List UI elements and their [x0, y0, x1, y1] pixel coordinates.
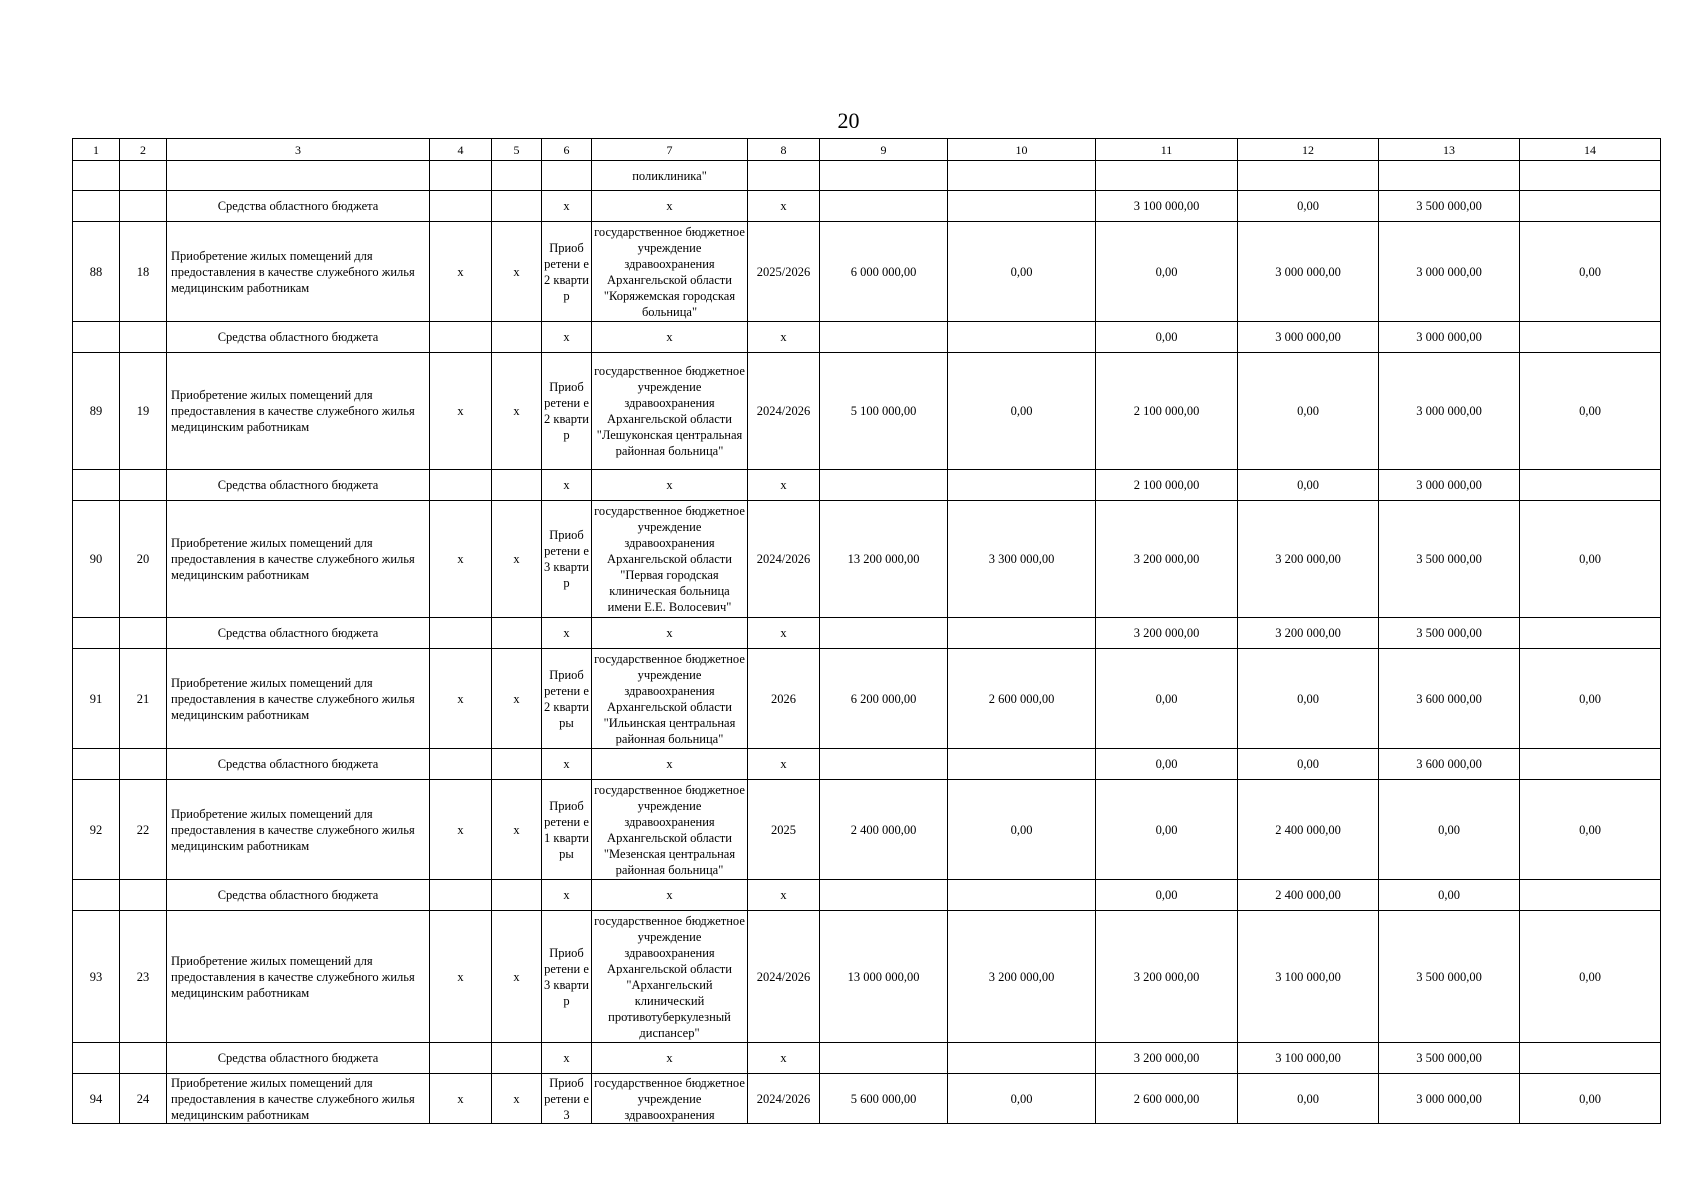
table-cell: 2 400 000,00: [820, 780, 948, 880]
table-cell: государственное бюджетное учреждение здравоохранения Архангельской области "Лешуконская центральная районная больница": [592, 353, 748, 470]
table-cell: 0,00: [1238, 749, 1379, 780]
table-cell: 0,00: [1238, 649, 1379, 749]
table-cell: [948, 618, 1096, 649]
table-cell: x: [748, 749, 820, 780]
table-cell: 3 000 000,00: [1238, 222, 1379, 322]
table-cell: [492, 161, 542, 191]
table-cell: x: [542, 618, 592, 649]
table-cell: x: [542, 880, 592, 911]
table-row: [73, 780, 1661, 880]
table-cell: [820, 161, 948, 191]
column-header-1: 1: [73, 139, 120, 161]
table-cell: Приоб ретени е 3: [542, 1074, 592, 1124]
table-cell: [430, 1043, 492, 1074]
table-cell: x: [748, 322, 820, 353]
column-header-14: 14: [1520, 139, 1661, 161]
table-cell: x: [492, 222, 542, 322]
table-cell: x: [430, 780, 492, 880]
table-cell: [73, 470, 120, 501]
table-cell: 2 600 000,00: [948, 649, 1096, 749]
table-cell: [820, 470, 948, 501]
table-cell: 3 200 000,00: [948, 911, 1096, 1043]
table-cell: [1520, 470, 1661, 501]
table-row: [73, 1074, 1661, 1124]
table-cell: x: [542, 322, 592, 353]
table-cell: x: [430, 501, 492, 618]
table-cell: 18: [120, 222, 167, 322]
table-cell: 0,00: [948, 353, 1096, 470]
table-cell: Средства областного бюджета: [167, 322, 430, 353]
table-cell: x: [748, 470, 820, 501]
table-cell: 90: [73, 501, 120, 618]
table-cell: Средства областного бюджета: [167, 880, 430, 911]
table-cell: 3 200 000,00: [1096, 1043, 1238, 1074]
table-cell: 3 200 000,00: [1096, 618, 1238, 649]
column-header-13: 13: [1379, 139, 1520, 161]
table-cell: 2 100 000,00: [1096, 470, 1238, 501]
table-cell: x: [430, 911, 492, 1043]
table-cell: x: [748, 1043, 820, 1074]
table-cell: Приоб ретени е 3 кварти р: [542, 501, 592, 618]
budget-source-row: [73, 191, 1661, 222]
column-header-9: 9: [820, 139, 948, 161]
table-cell: 91: [73, 649, 120, 749]
table-cell: x: [592, 191, 748, 222]
table-cell: [492, 618, 542, 649]
table-cell: x: [430, 222, 492, 322]
table-cell: [492, 470, 542, 501]
table-cell: 0,00: [948, 780, 1096, 880]
table-cell: 0,00: [1379, 880, 1520, 911]
column-header-5: 5: [492, 139, 542, 161]
table-cell: Приоб ретени е 2 кварти р: [542, 222, 592, 322]
table-cell: 2 400 000,00: [1238, 780, 1379, 880]
table-cell: 5 600 000,00: [820, 1074, 948, 1124]
table-cell: 0,00: [1096, 222, 1238, 322]
table-cell: x: [592, 880, 748, 911]
table-cell: [1520, 880, 1661, 911]
table-cell: [73, 322, 120, 353]
table-cell: 0,00: [948, 222, 1096, 322]
table-cell: Приоб ретени е 3 кварти р: [542, 911, 592, 1043]
table-row: [73, 501, 1661, 618]
table-cell: 6 000 000,00: [820, 222, 948, 322]
table-cell: 2026: [748, 649, 820, 749]
table-cell: [120, 618, 167, 649]
table-cell: x: [592, 322, 748, 353]
table-cell: [73, 618, 120, 649]
table-cell: [430, 470, 492, 501]
table-cell: Приобретение жилых помещений для предоставления в качестве служебного жилья медицинским работникам: [167, 353, 430, 470]
table-cell: 0,00: [1520, 1074, 1661, 1124]
table-cell: [120, 470, 167, 501]
table-cell: 0,00: [1096, 880, 1238, 911]
table-cell: 94: [73, 1074, 120, 1124]
budget-source-row: [73, 322, 1661, 353]
table-cell: [1520, 191, 1661, 222]
table-cell: [820, 322, 948, 353]
budget-source-row: [73, 880, 1661, 911]
table-cell: [748, 161, 820, 191]
table-cell: Приоб ретени е 2 кварти р: [542, 353, 592, 470]
table-cell: [948, 322, 1096, 353]
table-cell: 89: [73, 353, 120, 470]
table-cell: [1520, 161, 1661, 191]
table-cell: 22: [120, 780, 167, 880]
table-cell: [73, 1043, 120, 1074]
table-cell: 13 200 000,00: [820, 501, 948, 618]
table-cell: [1520, 322, 1661, 353]
table-cell: [948, 880, 1096, 911]
table-row: [73, 222, 1661, 322]
table-cell: 0,00: [1520, 649, 1661, 749]
table-cell: 0,00: [1238, 1074, 1379, 1124]
table-cell: x: [542, 749, 592, 780]
table-cell: [120, 161, 167, 191]
table-cell: x: [492, 1074, 542, 1124]
table-cell: [820, 880, 948, 911]
table-cell: x: [492, 501, 542, 618]
table-cell: 0,00: [1096, 649, 1238, 749]
table-cell: Приобретение жилых помещений для предоставления в качестве служебного жилья медицинским работникам: [167, 501, 430, 618]
table-cell: 3 500 000,00: [1379, 618, 1520, 649]
table-cell: 3 100 000,00: [1238, 1043, 1379, 1074]
table-cell: [73, 191, 120, 222]
table-cell: [1379, 161, 1520, 191]
table-cell: 93: [73, 911, 120, 1043]
table-cell: Приобретение жилых помещений для предоставления в качестве служебного жилья медицинским работникам: [167, 649, 430, 749]
table-cell: 3 500 000,00: [1379, 911, 1520, 1043]
table-cell: [492, 191, 542, 222]
table-row: [73, 911, 1661, 1043]
table-cell: 3 200 000,00: [1096, 911, 1238, 1043]
table-cell: Приоб ретени е 2 кварти ры: [542, 649, 592, 749]
table-cell: 88: [73, 222, 120, 322]
table-cell: [492, 749, 542, 780]
table-cell: [948, 191, 1096, 222]
table-cell: 3 500 000,00: [1379, 191, 1520, 222]
table-cell: государственное бюджетное учреждение здравоохранения Архангельской области "Архангельский клинический противотуберкулезный диспансер": [592, 911, 748, 1043]
table-cell: x: [542, 1043, 592, 1074]
table-cell: [948, 749, 1096, 780]
table-cell: [167, 161, 430, 191]
table-cell: 0,00: [1520, 501, 1661, 618]
table-cell: 13 000 000,00: [820, 911, 948, 1043]
table-cell: x: [430, 649, 492, 749]
table-cell: 3 300 000,00: [948, 501, 1096, 618]
table-cell: 3 000 000,00: [1379, 353, 1520, 470]
table-cell: [1096, 161, 1238, 191]
table-cell: 5 100 000,00: [820, 353, 948, 470]
table-cell: [120, 191, 167, 222]
table-cell: 2024/2026: [748, 1074, 820, 1124]
table-cell: 0,00: [948, 1074, 1096, 1124]
table-cell: Приобретение жилых помещений для предоставления в качестве служебного жилья медицинским работникам: [167, 222, 430, 322]
table-cell: Средства областного бюджета: [167, 191, 430, 222]
column-header-12: 12: [1238, 139, 1379, 161]
column-header-8: 8: [748, 139, 820, 161]
table-cell: 3 000 000,00: [1238, 322, 1379, 353]
table-cell: 2024/2026: [748, 353, 820, 470]
table-cell: 3 200 000,00: [1238, 501, 1379, 618]
table-cell: поликлиника": [592, 161, 748, 191]
table-cell: 21: [120, 649, 167, 749]
table-cell: государственное бюджетное учреждение здравоохранения: [592, 1074, 748, 1124]
table-cell: [948, 1043, 1096, 1074]
table-cell: [492, 1043, 542, 1074]
table-cell: 19: [120, 353, 167, 470]
table-cell: 3 500 000,00: [1379, 501, 1520, 618]
table-cell: x: [592, 470, 748, 501]
table-cell: 0,00: [1520, 222, 1661, 322]
table-cell: x: [492, 780, 542, 880]
table-cell: 0,00: [1520, 780, 1661, 880]
table-row: [73, 353, 1661, 470]
table-cell: [948, 161, 1096, 191]
table-cell: Средства областного бюджета: [167, 749, 430, 780]
table-cell: 0,00: [1238, 353, 1379, 470]
table-cell: 2024/2026: [748, 911, 820, 1043]
table-cell: 3 600 000,00: [1379, 649, 1520, 749]
table-cell: Приобретение жилых помещений для предоставления в качестве служебного жилья медицинским работникам: [167, 780, 430, 880]
table-cell: 3 000 000,00: [1379, 470, 1520, 501]
table-cell: x: [592, 749, 748, 780]
table-cell: x: [430, 1074, 492, 1124]
table-cell: 2025/2026: [748, 222, 820, 322]
table-cell: [73, 749, 120, 780]
table-cell: государственное бюджетное учреждение здравоохранения Архангельской области "Мезенская центральная районная больница": [592, 780, 748, 880]
table-cell: [120, 880, 167, 911]
table-cell: Средства областного бюджета: [167, 1043, 430, 1074]
table-cell: Приобретение жилых помещений для предоставления в качестве служебного жилья медицинским работникам: [167, 911, 430, 1043]
budget-source-row: [73, 470, 1661, 501]
table-cell: 24: [120, 1074, 167, 1124]
table-cell: государственное бюджетное учреждение здравоохранения Архангельской области "Коряжемская городская больница": [592, 222, 748, 322]
table-cell: 3 600 000,00: [1379, 749, 1520, 780]
table-cell: x: [430, 353, 492, 470]
table-cell: [1520, 618, 1661, 649]
table-cell: 0,00: [1520, 353, 1661, 470]
budget-source-row: [73, 618, 1661, 649]
table-cell: 0,00: [1096, 780, 1238, 880]
column-header-4: 4: [430, 139, 492, 161]
table-cell: 23: [120, 911, 167, 1043]
table-cell: [948, 470, 1096, 501]
table-cell: 0,00: [1379, 780, 1520, 880]
budget-table: [72, 138, 1661, 1124]
table-cell: x: [592, 618, 748, 649]
table-cell: 92: [73, 780, 120, 880]
table-cell: [430, 749, 492, 780]
table-cell: 0,00: [1238, 470, 1379, 501]
page-number: 20: [837, 108, 860, 133]
table-header-row: [73, 139, 1661, 161]
table-cell: 2 400 000,00: [1238, 880, 1379, 911]
table-cell: [120, 1043, 167, 1074]
table-cell: 0,00: [1238, 191, 1379, 222]
table-cell: Средства областного бюджета: [167, 470, 430, 501]
table-cell: Средства областного бюджета: [167, 618, 430, 649]
table-cell: x: [492, 649, 542, 749]
column-header-7: 7: [592, 139, 748, 161]
table-cell: 3 500 000,00: [1379, 1043, 1520, 1074]
column-header-10: 10: [948, 139, 1096, 161]
table-cell: государственное бюджетное учреждение здравоохранения Архангельской области "Первая городская клиническая больница имени Е.Е. Волосевич": [592, 501, 748, 618]
table-cell: x: [748, 618, 820, 649]
table-cell: [430, 618, 492, 649]
table-cell: x: [542, 191, 592, 222]
table-cell: x: [492, 353, 542, 470]
table-cell: [542, 161, 592, 191]
table-cell: 6 200 000,00: [820, 649, 948, 749]
table-cell: [820, 749, 948, 780]
table-cell: [73, 161, 120, 191]
budget-source-row: [73, 1043, 1661, 1074]
table-cell: x: [492, 911, 542, 1043]
table-cell: [430, 191, 492, 222]
table-cell: Приобретение жилых помещений для предоставления в качестве служебного жилья медицинским работникам: [167, 1074, 430, 1124]
table-cell: 20: [120, 501, 167, 618]
table-cell: [1520, 749, 1661, 780]
budget-source-row: [73, 161, 1661, 191]
table-cell: [430, 880, 492, 911]
table-cell: 3 100 000,00: [1096, 191, 1238, 222]
table-cell: 3 200 000,00: [1238, 618, 1379, 649]
table-cell: Приоб ретени е 1 кварти ры: [542, 780, 592, 880]
table-cell: [73, 880, 120, 911]
table-row: [73, 649, 1661, 749]
table-cell: 3 000 000,00: [1379, 1074, 1520, 1124]
table-cell: [1520, 1043, 1661, 1074]
table-cell: [820, 191, 948, 222]
table-cell: 3 000 000,00: [1379, 322, 1520, 353]
table-cell: [1238, 161, 1379, 191]
table-cell: [820, 618, 948, 649]
table-cell: 2 600 000,00: [1096, 1074, 1238, 1124]
table-cell: государственное бюджетное учреждение здравоохранения Архангельской области "Ильинская центральная районная больница": [592, 649, 748, 749]
table-cell: 2025: [748, 780, 820, 880]
table-cell: x: [748, 191, 820, 222]
column-header-3: 3: [167, 139, 430, 161]
budget-source-row: [73, 749, 1661, 780]
table-cell: x: [748, 880, 820, 911]
column-header-2: 2: [120, 139, 167, 161]
table-cell: 3 100 000,00: [1238, 911, 1379, 1043]
table-cell: [430, 322, 492, 353]
table-cell: 2 100 000,00: [1096, 353, 1238, 470]
table-cell: 0,00: [1096, 322, 1238, 353]
table-cell: 0,00: [1520, 911, 1661, 1043]
column-header-6: 6: [542, 139, 592, 161]
table-cell: [492, 322, 542, 353]
table-cell: 0,00: [1096, 749, 1238, 780]
table-cell: x: [592, 1043, 748, 1074]
column-header-11: 11: [1096, 139, 1238, 161]
table-cell: 2024/2026: [748, 501, 820, 618]
table-cell: [492, 880, 542, 911]
table-cell: [820, 1043, 948, 1074]
table-cell: x: [542, 470, 592, 501]
table-cell: [430, 161, 492, 191]
table-cell: 3 000 000,00: [1379, 222, 1520, 322]
table-cell: [120, 749, 167, 780]
table-cell: [120, 322, 167, 353]
table-cell: 3 200 000,00: [1096, 501, 1238, 618]
